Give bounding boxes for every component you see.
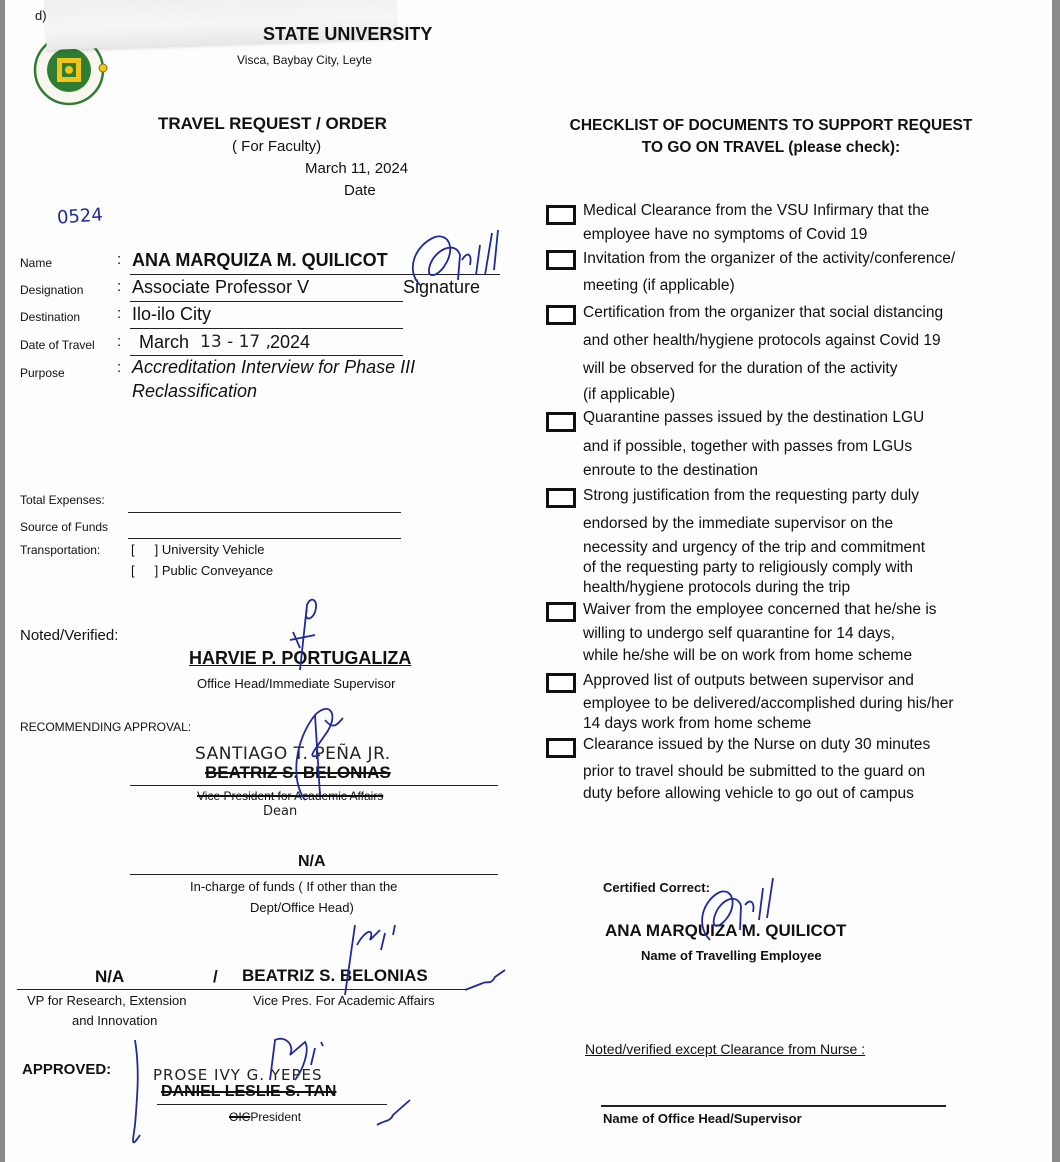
date-of-travel-underline <box>130 355 403 356</box>
checklist-item-text: Quarantine passes issued by the destination LGU <box>583 409 925 426</box>
checklist-item-text: Clearance issued by the Nurse on duty 30 minutes <box>583 736 931 753</box>
travelling-employee-title: Name of Travelling Employee <box>641 948 822 963</box>
checklist-item-text: enroute to the destination <box>583 462 758 479</box>
recommending-struck-name: BEATRIZ S. BELONIAS <box>205 763 391 782</box>
designation-value[interactable]: Associate Professor V <box>132 277 310 297</box>
noted-verified-label: Noted/Verified: <box>20 627 119 644</box>
form-date-label: Date <box>344 182 376 199</box>
checklist-item-text: duty before allowing vehicle to go out of campus <box>583 785 914 802</box>
vp-academic-value: BEATRIZ S. BELONIAS <box>242 966 428 985</box>
purpose-line-2: Reclassification <box>132 381 258 401</box>
transport-option-label: University Vehicle <box>161 542 265 557</box>
destination-label: Destination <box>20 310 81 324</box>
date-of-travel-year: 2024 <box>270 332 311 352</box>
funds-signature-line <box>130 874 498 875</box>
source-of-funds-label: Source of Funds <box>20 520 109 534</box>
date-of-travel-month[interactable]: March <box>139 332 190 352</box>
name-value[interactable]: ANA MARQUIZA M. QUILICOT <box>132 250 388 270</box>
approved-title-struck: OIC <box>229 1110 251 1124</box>
approved-handwritten-name: PROSE IVY G. YEPES <box>153 1066 323 1084</box>
bracket-open: [ <box>131 542 135 557</box>
certified-correct-label: Certified Correct: <box>603 880 710 895</box>
transportation-label: Transportation: <box>20 543 101 557</box>
checklist-item-text: willing to undergo self quarantine for 14 days, <box>583 625 895 642</box>
checklist-item-text: endorsed by the immediate supervisor on the <box>583 515 894 532</box>
vp-research-title-line-1: VP for Research, Extension <box>27 993 187 1008</box>
university-name: STATE UNIVERSITY <box>263 24 433 44</box>
checklist-checkbox[interactable] <box>546 738 576 758</box>
approved-struck-name: DANIEL LESLIE S. TAN <box>161 1083 337 1100</box>
checklist-item-text: will be observed for the duration of the activity <box>583 360 898 377</box>
checklist-item-text: Waiver from the employee concerned that he/she is <box>583 601 937 618</box>
bracket-close: ] <box>154 563 159 578</box>
supervisor-name: HARVIE P. PORTUGALIZA <box>189 648 412 668</box>
date-of-travel-days-handwritten: 13 - 17 , <box>200 332 272 352</box>
transport-option-public-conveyance[interactable] <box>131 563 273 578</box>
funds-title-line-1: In-charge of funds ( If other than the <box>190 879 398 894</box>
checklist-item-text: while he/she will be on work from home scheme <box>583 647 913 664</box>
office-head-signature-line[interactable] <box>601 1105 946 1107</box>
recommending-struck-title: Vice President for Academic Affairs <box>197 789 384 803</box>
vp-academic-title: Vice Pres. For Academic Affairs <box>253 993 435 1008</box>
checklist-item-text: employee have no symptoms of Covid 19 <box>583 226 868 243</box>
checklist-item-text: Invitation from the organizer of the activity/conference/ <box>583 250 956 267</box>
checklist-checkbox[interactable] <box>546 250 576 270</box>
checklist-item-text: (if applicable) <box>583 386 676 403</box>
document-page <box>5 0 1052 1162</box>
university-address: Visca, Baybay City, Leyte <box>237 53 372 67</box>
vp-separator: / <box>213 967 218 986</box>
signature-portugaliza <box>285 590 335 680</box>
corner-fragment: d) <box>35 8 47 23</box>
purpose-label: Purpose <box>20 366 65 380</box>
total-expenses-label: Total Expenses: <box>20 493 105 507</box>
purpose-colon: : <box>117 359 122 376</box>
checklist-item-text: meeting (if applicable) <box>583 277 735 294</box>
form-date-value: March 11, 2024 <box>305 160 409 177</box>
signature-pena <box>275 700 355 810</box>
transport-option-label: Public Conveyance <box>161 563 274 578</box>
office-head-title: Name of Office Head/Supervisor <box>603 1111 802 1126</box>
checklist-item-text: employee to be delivered/accomplished during his/her <box>583 695 954 712</box>
signature-quilicot <box>400 225 510 295</box>
destination-underline <box>130 328 403 329</box>
signature-belonias <box>315 915 515 1005</box>
checklist-item-text: health/hygiene protocols during the trip <box>583 579 851 596</box>
recommending-approval-label: RECOMMENDING APPROVAL: <box>20 720 192 734</box>
recommending-handwritten-title: Dean <box>263 804 298 819</box>
checklist-item-text: Strong justification from the requesting party duly <box>583 487 920 504</box>
vp-research-value: N/A <box>95 967 125 986</box>
vp-research-title-line-2: and Innovation <box>72 1013 158 1028</box>
checklist-title-line-1: CHECKLIST OF DOCUMENTS TO SUPPORT REQUEST <box>569 117 973 134</box>
checklist-checkbox[interactable] <box>546 205 576 225</box>
date-of-travel-label: Date of Travel <box>20 338 95 352</box>
total-expenses-field[interactable] <box>128 512 401 513</box>
checklist-checkbox[interactable] <box>546 602 576 622</box>
signature-label: Signature <box>403 277 481 297</box>
transport-option-university-vehicle[interactable] <box>131 542 264 557</box>
checklist-checkbox[interactable] <box>546 673 576 693</box>
checklist-item-text: of the requesting party to religiously comply with <box>583 559 913 576</box>
designation-label: Designation <box>20 283 84 297</box>
purpose-line-1[interactable]: Accreditation Interview for Phase III <box>132 357 416 377</box>
approved-title-text: President <box>250 1110 302 1124</box>
bracket-open: [ <box>131 563 135 578</box>
form-title: TRAVEL REQUEST / ORDER <box>158 114 387 133</box>
designation-colon: : <box>117 278 122 295</box>
checklist-item-text: and if possible, together with passes from LGUs <box>583 438 913 455</box>
name-label: Name <box>20 256 53 270</box>
funds-value: N/A <box>298 853 326 870</box>
noted-except-label: Noted/verified except Clearance from Nurse : <box>585 1041 866 1057</box>
control-number-handwritten: 0524 <box>56 204 104 229</box>
checklist-item-text: 14 days work from home scheme <box>583 715 812 732</box>
name-colon: : <box>117 251 122 268</box>
destination-colon: : <box>117 305 122 322</box>
checklist-checkbox[interactable] <box>546 412 576 432</box>
checklist-checkbox[interactable] <box>546 488 576 508</box>
checklist-item-text: Certification from the organizer that social distancing <box>583 304 944 321</box>
funds-title-line-2: Dept/Office Head) <box>250 900 354 915</box>
checklist-title-line-2: TO GO ON TRAVEL (please check): <box>641 139 901 156</box>
signature-yepes <box>125 1030 425 1160</box>
recommending-handwritten-name: SANTIAGO T. PEÑA JR. <box>195 744 391 764</box>
approved-label: APPROVED: <box>22 1061 112 1078</box>
checklist-item-text: prior to travel should be submitted to the guard on <box>583 763 926 780</box>
travelling-employee-name: ANA MARQUIZA M. QUILICOT <box>605 921 847 940</box>
checklist-item-text: necessity and urgency of the trip and commitment <box>583 539 926 556</box>
checklist-item-text: and other health/hygiene protocols against Covid 19 <box>583 332 941 349</box>
checklist-item-text: Medical Clearance from the VSU Infirmary that the <box>583 202 930 219</box>
source-of-funds-field[interactable] <box>128 538 401 539</box>
form-subtitle: ( For Faculty) <box>232 138 322 155</box>
checklist-checkbox[interactable] <box>546 305 576 325</box>
supervisor-title: Office Head/Immediate Supervisor <box>197 676 396 691</box>
designation-underline <box>130 301 403 302</box>
signature-certified-quilicot <box>685 870 785 950</box>
checklist-item-text: Approved list of outputs between supervisor and <box>583 672 914 689</box>
destination-value[interactable]: Ilo-ilo City <box>132 304 212 324</box>
date-of-travel-colon: : <box>117 333 122 350</box>
bracket-close: ] <box>154 542 159 557</box>
